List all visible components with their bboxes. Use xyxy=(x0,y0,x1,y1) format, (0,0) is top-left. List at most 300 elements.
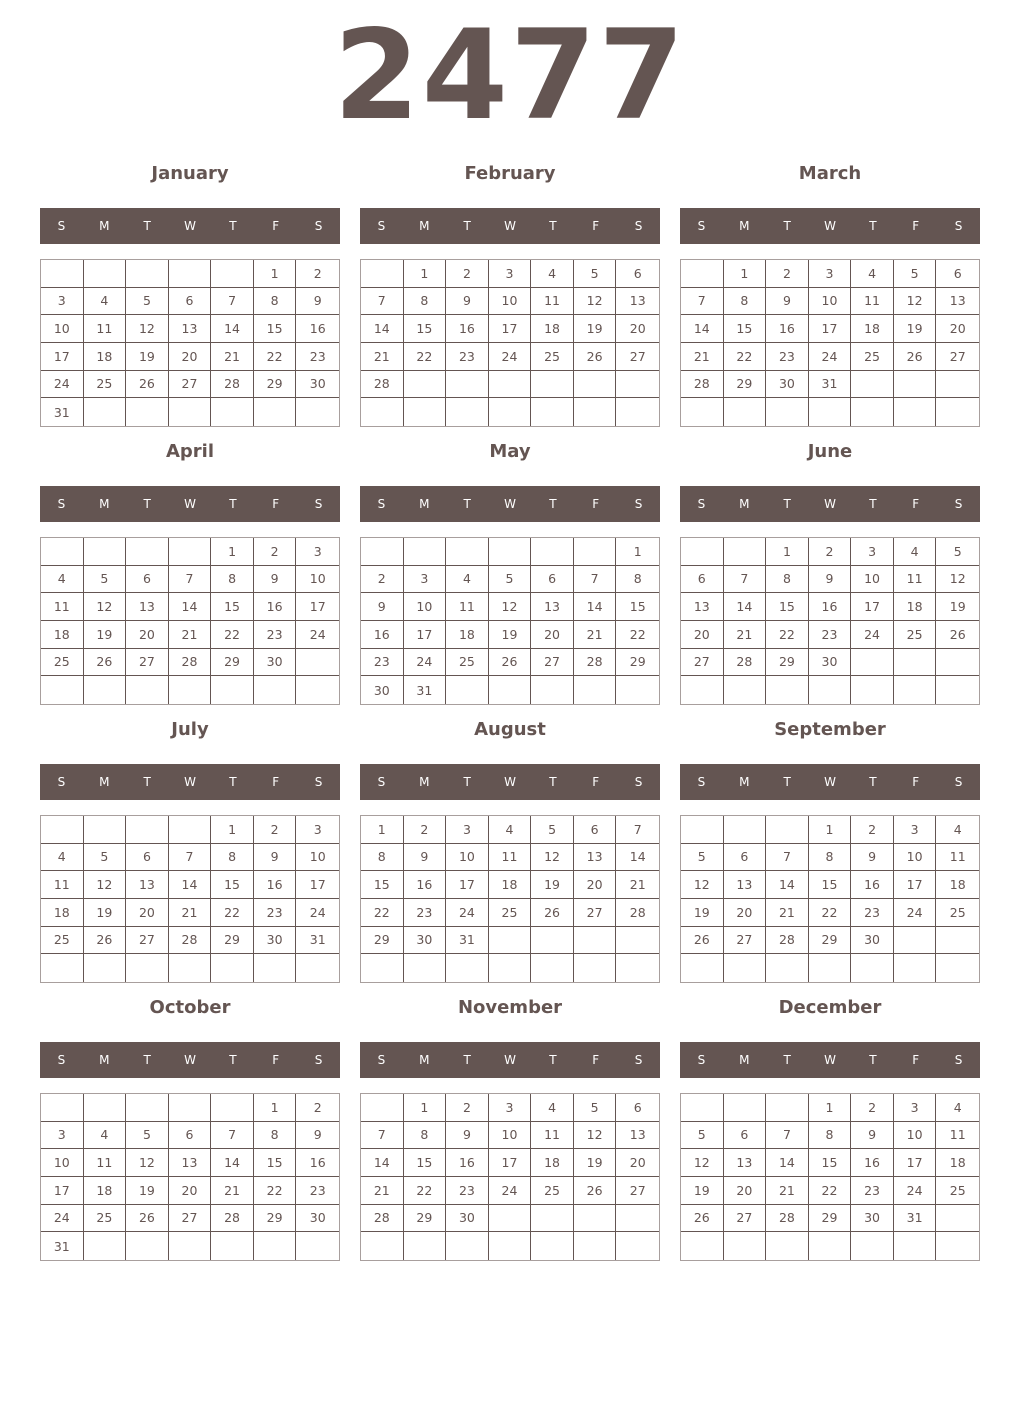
day-cell xyxy=(809,954,852,982)
day-cell: 4 xyxy=(936,1094,979,1122)
weekday-label: S xyxy=(57,497,66,511)
day-cell: 3 xyxy=(41,288,84,316)
weekday-label: F xyxy=(272,1053,280,1067)
day-cell: 21 xyxy=(211,1177,254,1205)
weekday-label: T xyxy=(463,1053,471,1067)
weekday-label: S xyxy=(377,219,386,233)
day-cell xyxy=(446,676,489,704)
day-cell xyxy=(936,676,979,704)
day-cell: 11 xyxy=(851,288,894,316)
day-cell xyxy=(254,954,297,982)
day-cell xyxy=(254,676,297,704)
day-cell: 28 xyxy=(766,1205,809,1233)
weekday-label: M xyxy=(419,775,430,789)
day-cell: 31 xyxy=(296,927,339,955)
day-cell: 20 xyxy=(616,1149,659,1177)
day-cell: 7 xyxy=(361,288,404,316)
day-cell: 13 xyxy=(126,871,169,899)
month-title: June xyxy=(807,441,853,462)
day-cell: 29 xyxy=(211,927,254,955)
day-cell: 30 xyxy=(296,1205,339,1233)
weekday-label: S xyxy=(954,775,963,789)
day-cell xyxy=(404,398,447,426)
month-title: May xyxy=(489,441,531,462)
day-cell: 11 xyxy=(936,1122,979,1150)
day-cell xyxy=(169,1094,212,1122)
weekday-header-bar xyxy=(40,1042,340,1078)
day-cell: 3 xyxy=(446,816,489,844)
day-cell: 30 xyxy=(361,676,404,704)
weekday-header-bar xyxy=(40,208,340,244)
weekday-label: S xyxy=(697,219,706,233)
day-cell: 26 xyxy=(894,343,937,371)
day-cell xyxy=(681,954,724,982)
weekday-label: M xyxy=(99,219,110,233)
day-cell: 29 xyxy=(361,927,404,955)
day-cell: 16 xyxy=(254,593,297,621)
day-cell: 2 xyxy=(361,566,404,594)
day-cell: 7 xyxy=(169,566,212,594)
day-cell: 19 xyxy=(681,1177,724,1205)
day-cell xyxy=(616,398,659,426)
day-cell: 12 xyxy=(126,1149,169,1177)
day-cell xyxy=(169,1232,212,1260)
weekday-label: T xyxy=(463,219,471,233)
day-cell: 12 xyxy=(574,1122,617,1150)
day-cell: 30 xyxy=(404,927,447,955)
day-cell xyxy=(724,1232,767,1260)
day-cell: 9 xyxy=(361,593,404,621)
day-cell: 13 xyxy=(531,593,574,621)
day-cell: 28 xyxy=(211,1205,254,1233)
day-cell: 9 xyxy=(254,566,297,594)
day-cell xyxy=(531,954,574,982)
day-cell: 27 xyxy=(724,927,767,955)
weekday-label: M xyxy=(99,775,110,789)
day-cell: 17 xyxy=(489,1149,532,1177)
day-cell: 19 xyxy=(574,315,617,343)
day-cell xyxy=(894,954,937,982)
weekday-label: T xyxy=(229,219,237,233)
day-cell: 31 xyxy=(446,927,489,955)
day-cell: 3 xyxy=(489,1094,532,1122)
weekday-header-bar xyxy=(40,764,340,800)
day-cell: 21 xyxy=(724,621,767,649)
day-cell: 1 xyxy=(809,1094,852,1122)
day-cell: 17 xyxy=(41,1177,84,1205)
day-cell: 2 xyxy=(446,1094,489,1122)
weekday-label: S xyxy=(377,1053,386,1067)
day-cell: 17 xyxy=(296,593,339,621)
day-cell: 19 xyxy=(574,1149,617,1177)
day-cell: 14 xyxy=(574,593,617,621)
weekday-label: S xyxy=(634,775,643,789)
day-cell xyxy=(84,398,127,426)
day-grid xyxy=(680,537,980,705)
day-cell xyxy=(489,676,532,704)
day-cell: 8 xyxy=(361,844,404,872)
day-cell: 15 xyxy=(404,1149,447,1177)
day-cell: 10 xyxy=(41,315,84,343)
day-cell xyxy=(574,398,617,426)
day-cell xyxy=(681,1094,724,1122)
day-cell: 24 xyxy=(894,899,937,927)
day-cell: 5 xyxy=(936,538,979,566)
month-title: August xyxy=(474,719,546,740)
weekday-label: M xyxy=(99,497,110,511)
month-title: December xyxy=(778,997,882,1018)
day-cell: 25 xyxy=(84,1205,127,1233)
day-cell: 10 xyxy=(296,844,339,872)
day-cell xyxy=(84,260,127,288)
day-cell: 4 xyxy=(936,816,979,844)
day-cell xyxy=(894,371,937,399)
day-cell: 29 xyxy=(404,1205,447,1233)
day-cell xyxy=(724,676,767,704)
day-cell: 29 xyxy=(809,1205,852,1233)
day-cell: 31 xyxy=(41,1232,84,1260)
day-cell: 29 xyxy=(254,371,297,399)
day-cell xyxy=(809,676,852,704)
day-cell: 4 xyxy=(489,816,532,844)
day-cell: 6 xyxy=(681,566,724,594)
weekday-label: T xyxy=(869,775,877,789)
day-cell xyxy=(84,816,127,844)
day-cell xyxy=(169,816,212,844)
day-cell: 16 xyxy=(446,315,489,343)
weekday-label: M xyxy=(419,219,430,233)
day-cell: 16 xyxy=(296,315,339,343)
weekday-label: F xyxy=(592,1053,600,1067)
day-cell: 11 xyxy=(41,871,84,899)
day-cell xyxy=(936,1232,979,1260)
day-cell: 25 xyxy=(84,371,127,399)
day-cell: 25 xyxy=(531,343,574,371)
day-cell: 24 xyxy=(296,899,339,927)
weekday-label: S xyxy=(377,497,386,511)
day-cell: 23 xyxy=(851,1177,894,1205)
day-cell: 7 xyxy=(211,1122,254,1150)
day-cell: 19 xyxy=(489,621,532,649)
weekday-label: S xyxy=(634,1053,643,1067)
day-cell xyxy=(766,816,809,844)
day-cell: 7 xyxy=(169,844,212,872)
day-cell: 15 xyxy=(809,1149,852,1177)
weekday-label: F xyxy=(272,775,280,789)
day-cell: 13 xyxy=(681,593,724,621)
day-cell xyxy=(446,371,489,399)
day-cell: 14 xyxy=(211,315,254,343)
weekday-label: S xyxy=(314,497,323,511)
day-cell: 10 xyxy=(296,566,339,594)
day-cell xyxy=(296,398,339,426)
day-cell: 29 xyxy=(766,649,809,677)
day-cell xyxy=(211,1094,254,1122)
weekday-label: S xyxy=(634,219,643,233)
day-cell: 16 xyxy=(851,871,894,899)
day-grid xyxy=(360,259,660,427)
day-cell xyxy=(446,538,489,566)
day-cell: 31 xyxy=(41,398,84,426)
day-cell: 9 xyxy=(296,288,339,316)
day-cell: 24 xyxy=(41,371,84,399)
day-cell: 11 xyxy=(936,844,979,872)
day-cell: 8 xyxy=(724,288,767,316)
day-cell: 29 xyxy=(211,649,254,677)
day-cell xyxy=(446,1232,489,1260)
weekday-label: T xyxy=(549,497,557,511)
day-cell xyxy=(681,816,724,844)
day-cell xyxy=(489,954,532,982)
weekday-label: F xyxy=(272,497,280,511)
day-cell: 26 xyxy=(936,621,979,649)
day-cell: 27 xyxy=(126,927,169,955)
weekday-label: F xyxy=(592,219,600,233)
day-cell: 4 xyxy=(894,538,937,566)
day-cell xyxy=(574,538,617,566)
day-cell: 8 xyxy=(809,1122,852,1150)
day-cell: 6 xyxy=(724,844,767,872)
day-cell: 17 xyxy=(851,593,894,621)
day-cell xyxy=(936,398,979,426)
weekday-label: W xyxy=(184,219,196,233)
day-cell: 9 xyxy=(809,566,852,594)
day-cell: 16 xyxy=(809,593,852,621)
day-grid xyxy=(40,259,340,427)
day-cell: 26 xyxy=(84,927,127,955)
day-cell: 22 xyxy=(616,621,659,649)
day-cell xyxy=(404,538,447,566)
day-cell: 3 xyxy=(296,816,339,844)
day-cell xyxy=(724,538,767,566)
day-cell: 21 xyxy=(616,871,659,899)
weekday-header-bar xyxy=(680,1042,980,1078)
day-grid xyxy=(680,1093,980,1261)
day-cell: 13 xyxy=(616,1122,659,1150)
day-cell: 23 xyxy=(446,1177,489,1205)
day-cell: 12 xyxy=(936,566,979,594)
day-cell xyxy=(531,538,574,566)
day-cell: 24 xyxy=(404,649,447,677)
weekday-label: T xyxy=(143,219,151,233)
day-cell: 4 xyxy=(84,1122,127,1150)
day-cell: 9 xyxy=(446,1122,489,1150)
weekday-label: S xyxy=(314,775,323,789)
day-cell: 28 xyxy=(211,371,254,399)
day-cell: 6 xyxy=(169,1122,212,1150)
day-cell: 4 xyxy=(41,844,84,872)
day-cell: 28 xyxy=(574,649,617,677)
day-cell: 15 xyxy=(404,315,447,343)
day-cell xyxy=(446,398,489,426)
day-cell: 6 xyxy=(936,260,979,288)
year-title: 2477 xyxy=(333,4,687,148)
weekday-label: F xyxy=(272,219,280,233)
day-cell: 15 xyxy=(766,593,809,621)
day-cell xyxy=(936,927,979,955)
day-cell: 18 xyxy=(446,621,489,649)
day-cell xyxy=(574,954,617,982)
day-cell xyxy=(574,1232,617,1260)
day-cell xyxy=(126,816,169,844)
weekday-label: W xyxy=(184,775,196,789)
day-cell: 16 xyxy=(851,1149,894,1177)
day-cell: 11 xyxy=(531,1122,574,1150)
day-cell xyxy=(361,1232,404,1260)
weekday-label: T xyxy=(463,775,471,789)
day-cell: 21 xyxy=(169,621,212,649)
day-cell xyxy=(616,1205,659,1233)
day-cell xyxy=(361,954,404,982)
day-cell: 13 xyxy=(574,844,617,872)
day-cell xyxy=(361,538,404,566)
day-cell: 25 xyxy=(936,1177,979,1205)
day-cell: 21 xyxy=(681,343,724,371)
day-cell xyxy=(851,371,894,399)
day-grid xyxy=(40,815,340,983)
day-cell: 23 xyxy=(361,649,404,677)
day-cell xyxy=(574,371,617,399)
weekday-label: W xyxy=(504,497,516,511)
day-cell xyxy=(41,1094,84,1122)
day-cell: 22 xyxy=(361,899,404,927)
weekday-label: W xyxy=(504,219,516,233)
weekday-label: T xyxy=(143,775,151,789)
day-cell xyxy=(254,1232,297,1260)
day-grid xyxy=(680,815,980,983)
day-cell: 30 xyxy=(809,649,852,677)
day-cell: 7 xyxy=(724,566,767,594)
day-cell: 23 xyxy=(254,621,297,649)
day-cell: 10 xyxy=(809,288,852,316)
day-cell: 6 xyxy=(616,1094,659,1122)
day-cell: 19 xyxy=(936,593,979,621)
day-cell: 28 xyxy=(361,1205,404,1233)
day-cell: 12 xyxy=(84,871,127,899)
month-title: September xyxy=(774,719,886,740)
day-cell: 8 xyxy=(404,288,447,316)
day-cell xyxy=(809,398,852,426)
day-cell: 7 xyxy=(211,288,254,316)
day-cell: 30 xyxy=(254,649,297,677)
day-cell: 24 xyxy=(809,343,852,371)
day-cell: 25 xyxy=(894,621,937,649)
day-cell: 11 xyxy=(894,566,937,594)
weekday-label: T xyxy=(143,1053,151,1067)
day-cell: 18 xyxy=(41,621,84,649)
day-grid xyxy=(360,1093,660,1261)
day-cell xyxy=(489,927,532,955)
weekday-label: S xyxy=(57,219,66,233)
day-cell xyxy=(41,676,84,704)
day-cell: 28 xyxy=(681,371,724,399)
day-cell: 25 xyxy=(531,1177,574,1205)
day-cell xyxy=(41,816,84,844)
day-cell xyxy=(211,1232,254,1260)
day-cell xyxy=(574,1205,617,1233)
day-cell xyxy=(851,398,894,426)
day-cell: 30 xyxy=(851,1205,894,1233)
day-cell xyxy=(681,1232,724,1260)
day-cell: 4 xyxy=(851,260,894,288)
day-cell: 19 xyxy=(84,621,127,649)
day-cell xyxy=(894,649,937,677)
weekday-label: W xyxy=(824,219,836,233)
weekday-label: S xyxy=(634,497,643,511)
day-cell xyxy=(126,398,169,426)
day-cell: 28 xyxy=(616,899,659,927)
day-cell: 19 xyxy=(531,871,574,899)
day-cell: 5 xyxy=(681,1122,724,1150)
day-cell: 22 xyxy=(404,1177,447,1205)
day-cell xyxy=(489,398,532,426)
day-cell: 22 xyxy=(211,899,254,927)
weekday-label: M xyxy=(739,775,750,789)
day-cell: 27 xyxy=(681,649,724,677)
day-cell: 19 xyxy=(126,1177,169,1205)
day-cell: 22 xyxy=(254,343,297,371)
day-cell: 27 xyxy=(616,343,659,371)
day-cell: 14 xyxy=(616,844,659,872)
weekday-label: S xyxy=(954,497,963,511)
day-cell: 1 xyxy=(404,1094,447,1122)
day-cell: 5 xyxy=(681,844,724,872)
day-cell xyxy=(296,1232,339,1260)
weekday-label: W xyxy=(824,1053,836,1067)
weekday-label: T xyxy=(143,497,151,511)
day-cell: 5 xyxy=(489,566,532,594)
day-cell: 8 xyxy=(616,566,659,594)
day-cell: 12 xyxy=(531,844,574,872)
day-cell: 16 xyxy=(254,871,297,899)
day-cell: 6 xyxy=(126,566,169,594)
day-cell: 1 xyxy=(809,816,852,844)
day-cell xyxy=(361,398,404,426)
day-cell: 15 xyxy=(616,593,659,621)
day-cell: 26 xyxy=(126,1205,169,1233)
day-cell xyxy=(84,954,127,982)
day-cell: 20 xyxy=(936,315,979,343)
weekday-label: W xyxy=(184,1053,196,1067)
day-cell: 13 xyxy=(724,1149,767,1177)
day-cell: 2 xyxy=(254,816,297,844)
day-cell: 24 xyxy=(489,343,532,371)
day-cell: 1 xyxy=(361,816,404,844)
weekday-label: T xyxy=(549,219,557,233)
day-cell: 17 xyxy=(41,343,84,371)
day-cell xyxy=(296,649,339,677)
day-cell xyxy=(211,260,254,288)
month-title: January xyxy=(151,163,229,184)
day-cell: 12 xyxy=(126,315,169,343)
day-cell xyxy=(616,954,659,982)
weekday-label: S xyxy=(697,497,706,511)
day-cell xyxy=(936,954,979,982)
day-cell: 20 xyxy=(616,315,659,343)
day-cell xyxy=(809,1232,852,1260)
day-cell: 6 xyxy=(574,816,617,844)
day-cell: 10 xyxy=(41,1149,84,1177)
day-cell xyxy=(894,676,937,704)
weekday-label: T xyxy=(463,497,471,511)
day-cell: 14 xyxy=(211,1149,254,1177)
weekday-header-bar xyxy=(680,208,980,244)
day-cell: 7 xyxy=(766,1122,809,1150)
weekday-label: M xyxy=(99,1053,110,1067)
day-cell: 13 xyxy=(169,1149,212,1177)
day-cell: 23 xyxy=(254,899,297,927)
day-cell: 20 xyxy=(724,899,767,927)
